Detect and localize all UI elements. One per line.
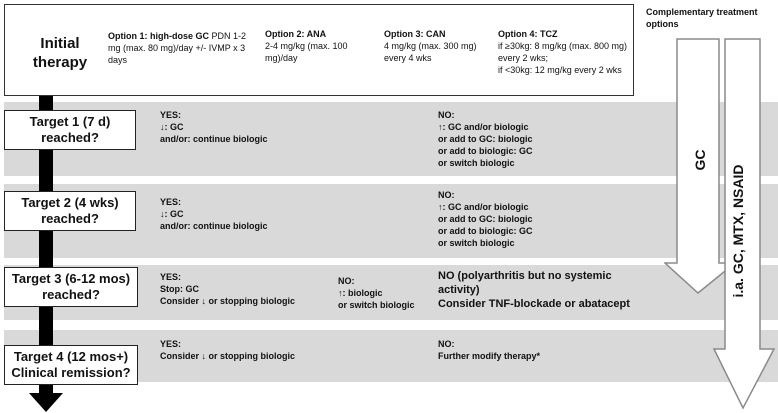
target-4-no-line-1: NO:: [438, 339, 455, 349]
option-3-title: Option 3: CAN: [384, 29, 446, 39]
target-2-no: [438, 189, 533, 249]
target-2-no-line-1: NO:: [438, 190, 455, 200]
option-2-text: 2-4 mg/kg (max. 100 mg)/day: [265, 41, 348, 63]
target-1-no-line-3: or add to GC: biologic: [438, 134, 533, 144]
target-2-label: Target 2 (4 wks): [21, 195, 119, 210]
target-1-no-line-2: ↑: GC and/or biologic: [438, 122, 529, 132]
target-1-question: reached?: [41, 130, 99, 145]
target-4-yes-line-2: Consider ↓ or stopping biologic: [160, 351, 295, 361]
gc-arrow-label: GC: [692, 149, 708, 171]
option-2-title: Option 2: ANA: [265, 29, 327, 39]
target-2-no-line-4: or add to biologic: GC: [438, 226, 533, 236]
complementary-arrow-label: i.a. GC, MTX, NSAID: [730, 164, 746, 298]
target-1-no-line-4: or add to biologic: GC: [438, 146, 533, 156]
target-2-yes: [160, 196, 268, 232]
target-3-yes-line-1: YES:: [160, 272, 182, 282]
option-4-title: Option 4: TCZ: [498, 29, 558, 39]
option-3-text: 4 mg/kg (max. 300 mg) every 4 wks: [384, 41, 477, 63]
option-1-text: PDN 1-2 mg (max. 80 mg)/day +/- IVMP x 3 days: [108, 31, 247, 65]
target-2-yes-line-2: ↓: GC: [160, 209, 184, 219]
target-3-no-mid-line-3: or switch biologic: [338, 300, 415, 310]
target-1-yes-line-2: ↓: GC: [160, 122, 184, 132]
option-1-title: Option 1: high-dose GC: [108, 31, 209, 41]
option-2: [265, 28, 377, 64]
target-4-no: [438, 338, 540, 362]
target-4-yes-line-1: YES:: [160, 339, 182, 349]
option-1: [108, 30, 258, 66]
target-3-question: reached?: [42, 287, 100, 302]
option-4-line-1: if ≥30kg: 8 mg/kg (max. 800 mg) every 2 wks;: [498, 41, 627, 63]
target-2-question: reached?: [41, 211, 99, 226]
target-4-no-line-2: Further modify therapy*: [438, 351, 541, 361]
target-1-box: [4, 110, 136, 150]
target-4-box: [4, 345, 138, 385]
target-1-no: [438, 109, 533, 169]
target-2-no-line-5: or switch biologic: [438, 238, 515, 248]
target-3-no-line-3: Consider TNF-blockade or abatacept: [438, 298, 630, 310]
target-4-yes: [160, 338, 295, 362]
initial-therapy-title: [20, 34, 100, 72]
target-3-label: Target 3 (6-12 mos): [11, 271, 131, 286]
target-4-question: Clinical remission?: [11, 365, 131, 380]
initial-therapy-line-2: therapy: [32, 54, 88, 71]
target-3-no: [438, 269, 630, 311]
target-1-yes-line-1: YES:: [160, 110, 182, 120]
target-1-no-line-5: or switch biologic: [438, 158, 515, 168]
target-1-yes-line-3: and/or: continue biologic: [160, 134, 268, 144]
target-3-no-mid-line-1: NO:: [338, 276, 355, 286]
target-3-yes-line-2: Stop: GC: [160, 284, 199, 294]
target-3-yes: [160, 271, 295, 307]
initial-therapy-line-1: Initial: [40, 35, 80, 52]
target-3-no-mid: [338, 275, 415, 311]
option-4: [498, 28, 630, 76]
target-3-box: [4, 267, 138, 307]
target-2-no-line-2: ↑: GC and/or biologic: [438, 202, 529, 212]
option-4-line-2: if <30kg: 12 mg/kg every 2 wks: [498, 65, 622, 75]
target-1-label: Target 1 (7 d): [29, 114, 111, 129]
target-1-no-line-1: NO:: [438, 110, 455, 120]
target-2-yes-line-1: YES:: [160, 197, 182, 207]
target-1-yes: [160, 109, 268, 145]
target-3-no-line-2: activity): [438, 284, 480, 296]
target-4-label: Target 4 (12 mos+): [13, 349, 129, 364]
target-2-yes-line-3: and/or: continue biologic: [160, 221, 268, 231]
target-2-no-line-3: or add to GC: biologic: [438, 214, 533, 224]
complementary-options-label: Complementary treatment options: [646, 7, 758, 29]
option-3: [384, 28, 496, 64]
target-3-no-line-1: NO (polyarthritis but no systemic: [438, 270, 612, 282]
target-3-no-mid-line-2: ↑: biologic: [338, 288, 383, 298]
target-2-box: [4, 191, 136, 231]
target-3-yes-line-3: Consider ↓ or stopping biologic: [160, 296, 295, 306]
